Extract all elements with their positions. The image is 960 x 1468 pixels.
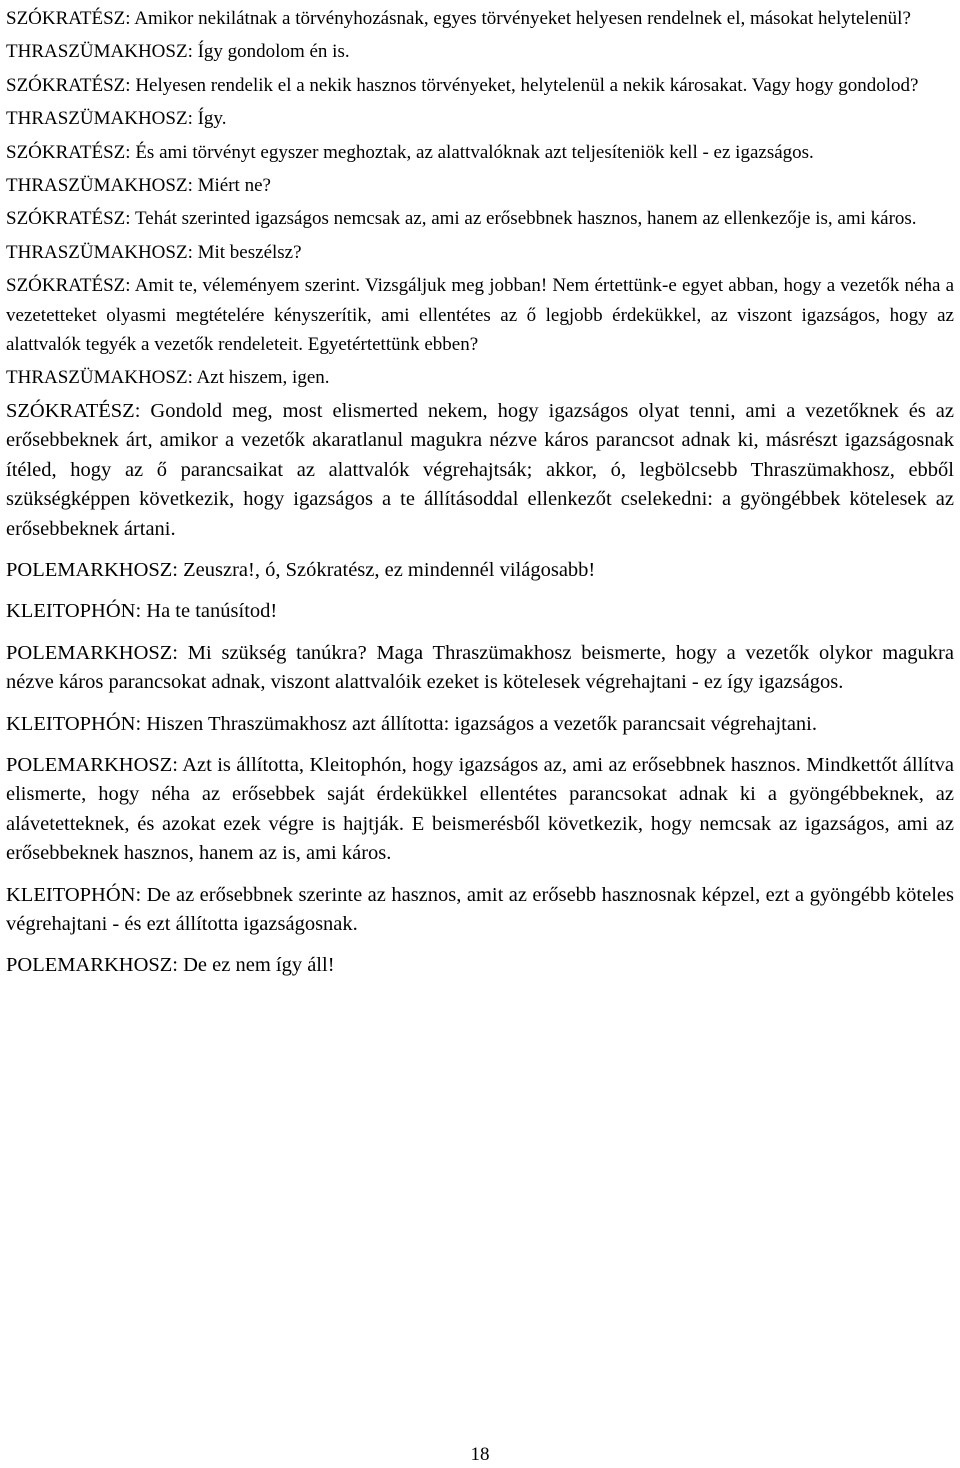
speech-text: : Így gondolom én is. — [187, 41, 350, 63]
speaker-name: SZÓKRATÉSZ — [6, 275, 126, 297]
speaker-name: SZÓKRATÉSZ — [6, 208, 126, 230]
speaker-name: SZÓKRATÉSZ — [6, 141, 126, 163]
speech-text: : Miért ne? — [187, 175, 271, 197]
speech-text: : Zeuszra!, ó, Szókratész, ez mindennél világosabb! — [172, 558, 596, 581]
speaker-name: KLEITOPHÓN — [6, 600, 136, 623]
dialogue-entry — [6, 556, 954, 585]
speaker-name: POLEMARKHOSZ — [6, 954, 173, 977]
dialogue-entry — [6, 171, 954, 200]
dialogue-entry — [6, 4, 954, 33]
dialogue-entry — [6, 204, 954, 233]
page-number: 18 — [470, 1444, 490, 1465]
dialogue-entry — [6, 597, 954, 626]
dialogue-entry — [6, 397, 954, 544]
speaker-name: THRASZÜMAKHOSZ — [6, 367, 188, 389]
speaker-name: POLEMARKHOSZ — [6, 641, 173, 664]
speaker-name: THRASZÜMAKHOSZ — [6, 108, 188, 130]
speaker-name: SZÓKRATÉSZ — [6, 399, 135, 422]
dialogue-entry — [6, 951, 954, 980]
speech-text: : De ez nem így áll! — [172, 954, 335, 977]
speech-text: : Amit te, véleményem szerint. Vizsgáljuk meg jobban! Nem értettünk-e egyet abban, hogy a vezetők néha a vezetetteket olyasmi megtételére kényszerítik, ami ellentétes az ő legjobb érdekükkel, az viszont igazságos, hogy az alattvalók tegyék a vezetők rendeleteit. Egyetértettünk ebben? — [6, 275, 954, 356]
dialogue-entry — [6, 710, 954, 739]
speech-text: : Hiszen Thraszümakhosz azt állította: igazságos a vezetők parancsait végrehajtani. — [135, 712, 817, 735]
speech-text: : De az erősebbnek szerinte az hasznos, amit az erősebb hasznosnak képzel, ezt a gyöngébb köteles végrehajtani - és ezt állította igazságosnak. — [6, 883, 954, 935]
speaker-name: SZÓKRATÉSZ — [6, 8, 126, 29]
speech-text: : Azt is állította, Kleitophón, hogy igazságos az, ami az erősebbnek hasznos. Mindkettőt állítva elismerte, hogy néha az erősebbek saját érdekükkel ellentétes parancsokat adnak ki a gyöngébbeknek, az alávetetteknek, és azokat ezek végre is hajtják. E beismerésből következik, hogy nemcsak az igazságos, ami az erősebbeknek hasznos, hanem az is, ami káros. — [6, 753, 954, 865]
speaker-name: SZÓKRATÉSZ — [6, 74, 126, 96]
speaker-name: POLEMARKHOSZ — [6, 753, 173, 776]
speech-text: : Ha te tanúsítod! — [135, 600, 278, 623]
dialogue-entry — [6, 363, 954, 392]
speech-text: : Tehát szerinted igazságos nemcsak az, ami az erősebbnek hasznos, hanem az ellenkezője is, ami káros. — [125, 208, 917, 230]
speech-text: : Így. — [187, 108, 227, 130]
dialogue-entry — [6, 881, 954, 940]
speech-text: : Azt hiszem, igen. — [187, 367, 330, 389]
dialogue-entry — [6, 138, 954, 167]
speech-text: : Amikor nekilátnak a törvényhozásnak, egyes törvényeket helyesen rendelnek el, másokat helytelenül? — [125, 8, 911, 29]
dialogue-entry — [6, 37, 954, 66]
dialogue-entry — [6, 751, 954, 869]
speaker-name: THRASZÜMAKHOSZ — [6, 41, 188, 63]
speech-text: : Mit beszélsz? — [187, 241, 302, 263]
speaker-name: KLEITOPHÓN — [6, 883, 136, 906]
speech-text: : És ami törvényt egyszer meghoztak, az alattvalóknak azt teljesíteniök kell - ez igazságos. — [125, 141, 814, 163]
speaker-name: THRASZÜMAKHOSZ — [6, 241, 188, 263]
speech-text: : Gondold meg, most elismerted nekem, hogy igazságos olyat tenni, ami a vezetőknek és az erősebbeknek árt, amikor a vezetők akaratlanul magukra nézve káros parancsot adnak ki, másrészt igazságosnak ítéled, hogy az ő parancsaikat az alattvalók végrehajtsák; akkor, ó, legbölcsebb Thraszümakhosz, ebből szükségképpen következik, hogy igazságos a te állításoddal ellenkezőt cselekedni: a gyöngébbek kötelesek az erősebbeknek ártani. — [6, 399, 954, 540]
dialogue-entry — [6, 271, 954, 359]
dialogue-entry — [6, 639, 954, 698]
dialogue-entry — [6, 71, 954, 100]
dialogue-entry — [6, 238, 954, 267]
speaker-name: POLEMARKHOSZ — [6, 558, 173, 581]
dialogue-entry — [6, 104, 954, 133]
speech-text: : Helyesen rendelik el a nekik hasznos törvényeket, helytelenül a nekik károsakat. Vagy hogy gondolod? — [125, 74, 919, 96]
speaker-name: KLEITOPHÓN — [6, 712, 136, 735]
dialogue-text — [6, 4, 954, 993]
speaker-name: THRASZÜMAKHOSZ — [6, 175, 188, 197]
speech-text: : Mi szükség tanúkra? Maga Thraszümakhosz beismerte, hogy a vezetők olykor magukra nézve káros parancsokat adnak, viszont alattvalóik ezeket is kötelesek végrehajtani - ez így igazságos. — [6, 641, 954, 694]
